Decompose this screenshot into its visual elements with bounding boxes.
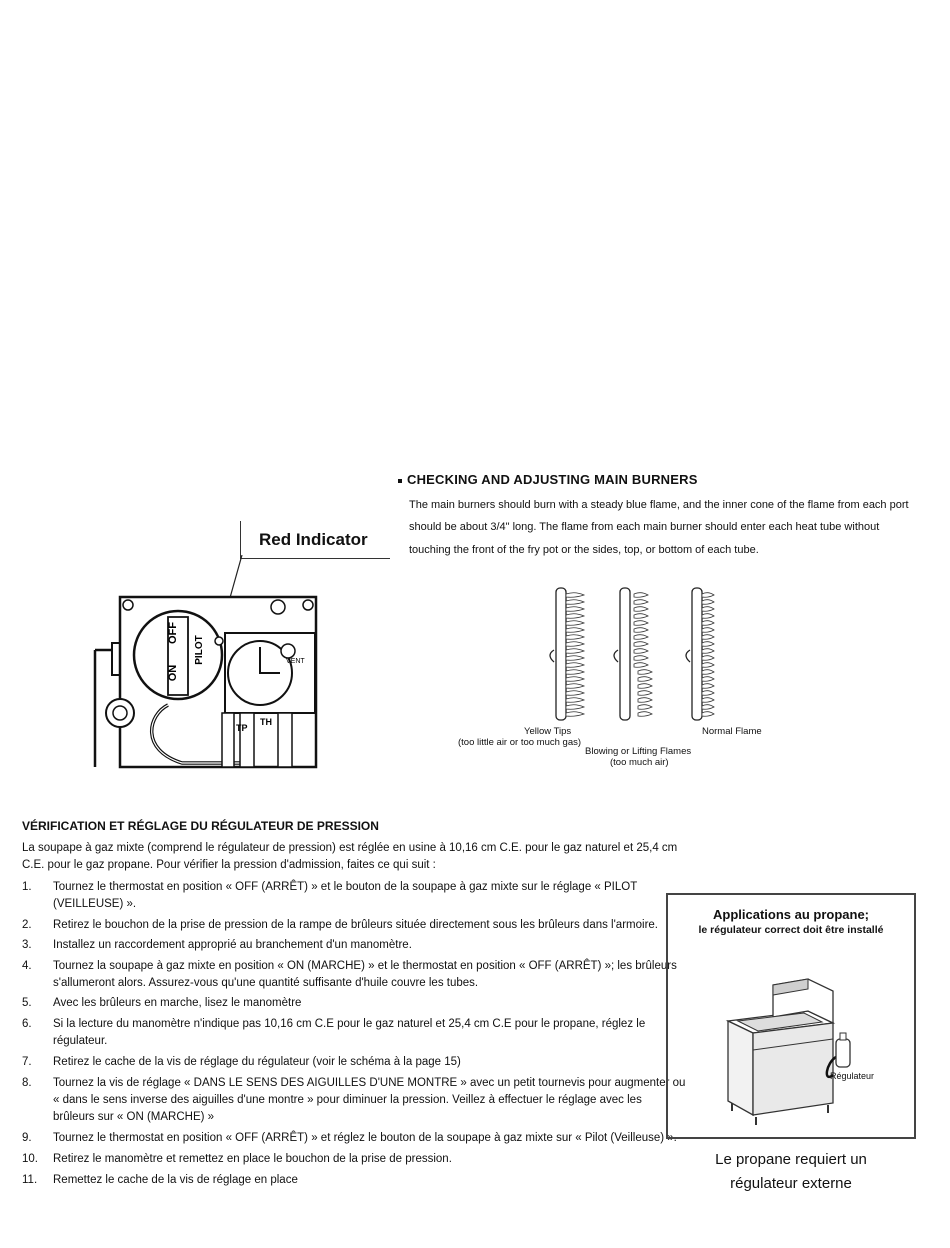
normal-flame-label: Normal Flame: [702, 726, 762, 737]
th-text: TH: [260, 717, 272, 727]
step-number: 8.: [22, 1077, 32, 1089]
flame-mark: [638, 705, 652, 710]
burner-flame-diagram: [520, 580, 760, 730]
flame-mark: [566, 670, 584, 675]
flame-mark: [634, 593, 648, 598]
flame-mark: [702, 628, 714, 633]
burner-tube: [692, 588, 702, 720]
burner-orifice: [550, 650, 554, 662]
step-text: Tournez le thermostat en position « OFF (ARRÊT) » et réglez le bouton de la soupape à gaz mixte sur « Pilot (Veilleuse) ».: [53, 1132, 677, 1144]
flame-mark: [566, 635, 584, 640]
step-number: 7.: [22, 1056, 32, 1068]
flame-mark: [702, 670, 714, 675]
step-text: Si la lecture du manomètre n'indique pas 10,16 cm C.E pour le gaz naturel et 25,4 cm C.E pour le propane, réglez le: [53, 1018, 646, 1030]
flame-mark: [702, 607, 714, 612]
red-indicator-label: Red Indicator: [240, 521, 390, 559]
flame-mark: [566, 663, 584, 668]
flame-mark: [566, 607, 584, 612]
regulator-intro-line: La soupape à gaz mixte (comprend le régulateur de pression) est réglée en usine à 10,16 cm C.E. pour le gaz naturel et 25,4 cm: [22, 842, 678, 854]
flame-mark: [638, 677, 652, 682]
flame-mark: [634, 642, 648, 647]
burner-heading-text: CHECKING AND ADJUSTING MAIN BURNERS: [407, 472, 698, 487]
yellow-tips-label: Yellow Tips: [524, 726, 572, 737]
flame-mark: [634, 628, 648, 633]
flame-mark: [702, 642, 714, 647]
blowing-sub-label: (too much air): [610, 757, 669, 768]
flame-mark: [634, 614, 648, 619]
flame-mark: [566, 691, 584, 696]
burner-tube: [620, 588, 630, 720]
caption-line: régulateur externe: [730, 1175, 852, 1192]
knob-on-text: ON: [167, 664, 179, 682]
step-text: Retirez le manomètre et remettez en place le bouchon de la prise de pression.: [53, 1153, 452, 1165]
step-text: Installez un raccordement approprié au branchement d'un manomètre.: [53, 939, 412, 951]
regulator-section-title: VÉRIFICATION ET RÉGLAGE DU RÉGULATEUR DE PRESSION: [22, 819, 379, 833]
flame-mark: [566, 656, 584, 661]
caption-line: Le propane requiert un: [715, 1151, 867, 1168]
burner-tube: [556, 588, 566, 720]
burner-section-heading: [398, 472, 698, 487]
step-number: 3.: [22, 939, 32, 951]
regulator-label: Régulateur: [830, 1071, 875, 1081]
flame-mark: [566, 642, 584, 647]
regulator-intro-line: C.E. pour le gaz propane. Pour vérifier la pression d'admission, faites ce qui suit :: [22, 859, 436, 871]
step-text: Tournez la vis de réglage « DANS LE SENS DES AIGUILLES D'UNE MONTRE » avec un petit tournevis pour augmenter ou: [53, 1077, 686, 1089]
flame-mark: [702, 691, 714, 696]
flame-mark: [566, 593, 584, 598]
burner-text-line: The main burners should burn with a steady blue flame, and the inner cone of the flame from each port: [409, 499, 909, 511]
flame-mark: [638, 684, 652, 689]
flame-mark: [702, 684, 714, 689]
flame-mark: [702, 705, 714, 710]
step-number: 10.: [22, 1153, 38, 1165]
flame-mark: [638, 698, 652, 703]
bullet-icon: [398, 479, 402, 483]
flame-mark: [634, 649, 648, 654]
burner-orifice: [686, 650, 690, 662]
blowing-label: Blowing or Lifting Flames: [585, 746, 692, 757]
flame-mark: [634, 607, 648, 612]
flame-mark: [702, 663, 714, 668]
step-text: Avec les brûleurs en marche, lisez le manomètre: [53, 997, 302, 1009]
flame-mark: [702, 677, 714, 682]
step-text: Retirez le bouchon de la prise de pression de la rampe de brûleurs située directement sous les brûleurs dans l'armoire.: [53, 919, 658, 931]
flame-mark: [702, 600, 714, 605]
gas-valve-diagram: [90, 555, 330, 770]
fryer-illustration: [718, 975, 868, 1135]
flame-mark: [566, 600, 584, 605]
flame-mark: [566, 621, 584, 626]
red-indicator-icon: [215, 637, 223, 645]
flame-mark: [702, 649, 714, 654]
flame-mark: [702, 614, 714, 619]
step-number: 11.: [22, 1174, 38, 1186]
flame-mark: [702, 593, 714, 598]
propane-box-title: Applications au propane;: [712, 907, 869, 922]
flame-mark: [566, 712, 584, 717]
step-number: 2.: [22, 919, 32, 931]
flame-mark: [634, 656, 648, 661]
propane-info-box: [666, 893, 916, 1139]
flame-mark: [702, 712, 714, 717]
step-text: Retirez le cache de la vis de réglage du régulateur (voir le schéma à la page 15): [53, 1056, 461, 1068]
knob-pilot-text: PILOT: [194, 635, 205, 665]
flame-mark: [634, 635, 648, 640]
vent-text: VENT: [286, 658, 305, 665]
step-text: Tournez la soupape à gaz mixte en position « ON (MARCHE) » et le thermostat en position « OFF (ARRÊT) »; les brûleurs: [53, 960, 677, 972]
flame-mark: [702, 635, 714, 640]
flame-mark: [638, 712, 652, 717]
step-text: (VEILLEUSE) ».: [53, 898, 137, 910]
flame-mark: [638, 670, 652, 675]
flame-mark: [638, 691, 652, 696]
propane-box-subtitle: le régulateur correct doit être installé: [698, 924, 884, 936]
yellow-tips-sub-label: (too little air or too much gas): [458, 737, 582, 748]
flame-mark: [566, 649, 584, 654]
flame-mark: [702, 698, 714, 703]
flame-mark: [566, 698, 584, 703]
flame-mark: [566, 705, 584, 710]
step-number: 9.: [22, 1132, 32, 1144]
flame-mark: [566, 628, 584, 633]
burner-orifice: [614, 650, 618, 662]
step-number: 1.: [22, 881, 32, 893]
knob-off-text: OFF: [167, 622, 179, 644]
step-text: « dans le sens inverse des aiguilles d'une montre » pour diminuer la pression. Veillez à effectuer le réglage avec les: [53, 1094, 642, 1106]
flame-mark: [634, 600, 648, 605]
step-text: s'allumeront alors. Assurez-vous qu'une quantité suffisante d'huile couvre les tubes.: [53, 977, 479, 989]
tp-text: TP: [236, 723, 248, 733]
step-number: 5.: [22, 997, 32, 1009]
flame-mark: [566, 684, 584, 689]
flame-mark: [634, 663, 648, 668]
flame-mark: [702, 656, 714, 661]
propane-caption: [666, 1148, 916, 1196]
step-text: régulateur.: [53, 1035, 108, 1047]
flame-mark: [702, 621, 714, 626]
step-number: 6.: [22, 1018, 32, 1030]
step-text: Remettez le cache de la vis de réglage en place: [53, 1174, 298, 1186]
step-text: brûleurs sur « ON (MARCHE) »: [53, 1111, 215, 1123]
step-text: Tournez le thermostat en position « OFF (ARRÊT) » et le bouton de la soupape à gaz mixte sur le réglage « PILOT: [53, 881, 638, 893]
flame-mark: [566, 677, 584, 682]
burner-text-line: touching the front of the fry pot or the sides, top, or bottom of each tube.: [409, 544, 759, 556]
flame-mark: [634, 621, 648, 626]
step-number: 4.: [22, 960, 32, 972]
flame-patterns: [550, 588, 714, 720]
flame-mark: [566, 614, 584, 619]
burner-text-line: should be about 3/4" long. The flame from each main burner should enter each heat tube without: [409, 521, 880, 533]
